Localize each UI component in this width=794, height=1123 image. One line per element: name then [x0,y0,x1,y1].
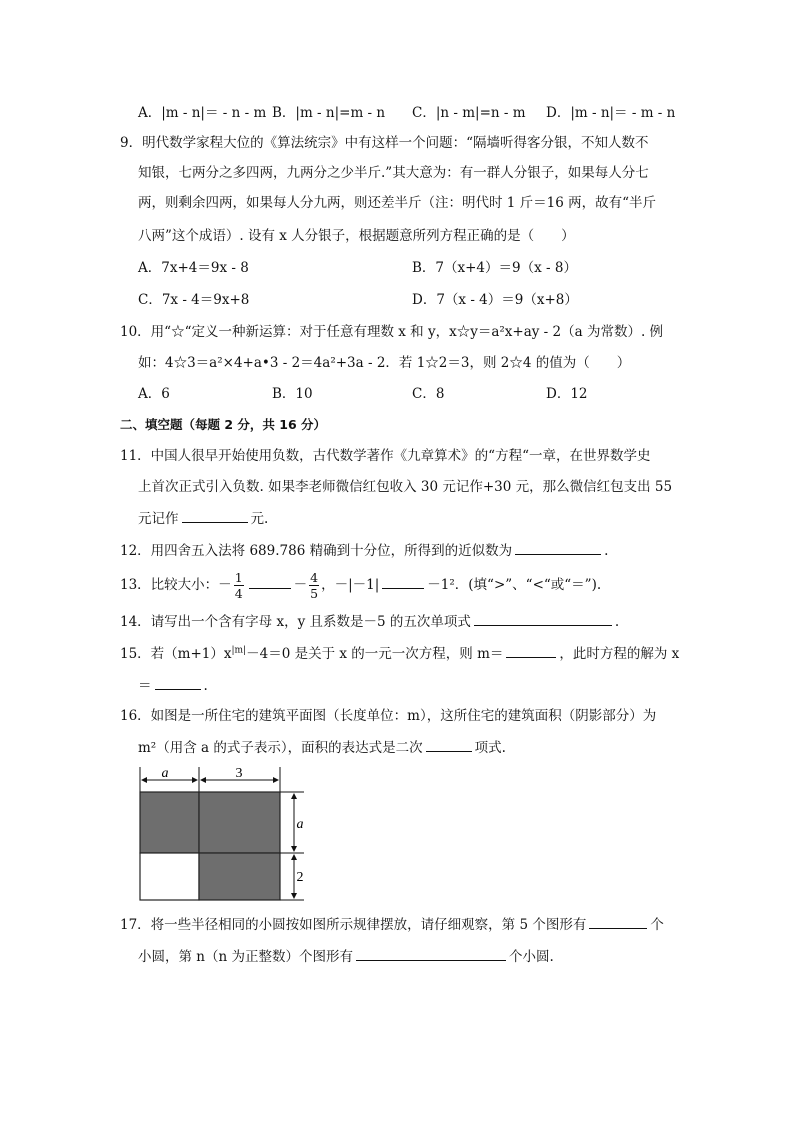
room-bottom-right-shaded [199,853,280,900]
q13-answer-blank-2[interactable] [382,574,424,589]
label-a-top: a [161,766,169,781]
q12-text-end: . [604,543,609,559]
q14-line [120,611,619,632]
q15-line-2 [138,675,208,696]
q13-prefix: 13．比较大小：－ [120,577,232,593]
q15-exponent: |m| [231,645,247,656]
label-a-side: a [296,817,304,832]
q17-text-d: 个小圆. [508,949,554,965]
label-3: 3 [235,766,243,781]
q13-fraction-1-numerator: 1 [234,570,243,585]
q15-text-e: . [203,678,208,694]
q9-option-d: D．7（x - 4）＝9（x+8） [412,292,578,308]
q13-line [120,568,601,602]
q17-answer-blank-2[interactable] [356,946,506,961]
q10-option-d: D．12 [546,386,588,402]
q13-fraction-1-denominator: 4 [234,586,243,601]
q12-text: 12．用四舍五入法将 689.786 精确到十分位，所得到的近似数为 [120,543,513,559]
q8-option-d: D．|m - n|＝ - m - n [546,105,676,121]
q10-line-2: 如：4☆3＝a²×4+a•3 - 2＝4a²+3a - 2．若 1☆2＝3，则 2☆4 的值为（ ） [138,355,631,371]
q8-option-c: C．|n - m|=n - m [412,105,526,121]
q11-line-2: 上首次正式引入负数. 如果李老师微信红包收入 30 元记作+30 元，那么微信红包支出 55 [138,479,673,495]
q17-text-c: 小圆，第 n（n 为正整数）个图形有 [138,949,353,965]
q16-text-a: m²（用含 a 的式子表示），面积的表达式是二次 [138,740,423,756]
q9-line-3: 两，则剩余四两，如果每人分九两，则还差半斤（注：明代时 1 斤＝16 两，故有“半斤 [138,195,657,211]
q15-text-b: －4＝0 是关于 x 的一元一次方程，则 m＝ [246,646,504,662]
q9-line-2: 知银，七两分之多四两，九两分之少半斤.”其大意为：有一群人分银子，如果每人分七 [138,165,649,181]
q9-option-c: C．7x - 4＝9x+8 [138,292,250,308]
q15-line-1 [120,643,679,664]
q16-line-1: 16．如图是一所住宅的建筑平面图（长度单位：m），这所住宅的建筑面积（阴影部分）为 [120,708,657,724]
q13-part-2: ，－|－1| [321,577,380,593]
q13-minus-sign: － [293,577,308,593]
q15-text-c: ，此时方程的解为 x [559,646,680,662]
q15-answer-blank-1[interactable] [506,643,556,658]
q12-line [120,540,608,561]
q17-text-b: 个 [650,917,664,933]
q16-line-2 [138,737,506,758]
q15-answer-blank-2[interactable] [155,675,201,690]
q9-option-a: A．7x+4＝9x - 8 [138,260,249,276]
section-fill-in-title: 二、填空题（每题 2 分，共 16 分） [120,417,327,432]
q11-line-1: 11．中国人很早开始使用负数，古代数学著作《九章算术》的“方程“一章，在世界数学史 [120,448,651,464]
q13-answer-blank-1[interactable] [249,574,291,589]
q11-answer-blank[interactable] [182,508,248,523]
q10-option-c: C．8 [412,386,445,402]
q17-text-a: 17．将一些半径相同的小圆按如图所示规律摆放，请仔细观察，第 5 个图形有 [120,917,587,933]
q15-text-a: 15．若（m+1）x [120,646,232,662]
q9-option-b: B．7（x+4）＝9（x - 8） [412,260,577,276]
q16-text-b: 项式. [474,740,506,756]
q12-answer-blank[interactable] [515,540,601,555]
q9-line-1: 9．明代数学家程大位的《算法统宗》中有这样一个问题：“隔墙听得客分银，不知人数不 [120,135,649,151]
room-bottom-left-blank [140,853,199,900]
q10-line-1: 10．用“☆“定义一种新运算：对于任意有理数 x 和 y，x☆y＝a²x+ay - 2（a 为常数）. 例 [120,324,664,340]
q8-option-b: B．|m - n|=m - n [272,105,386,121]
q10-option-b: B．10 [272,386,313,402]
q13-part-3: －1²．(填“>”、“<“或“＝”). [427,577,602,593]
q16-answer-blank[interactable] [426,737,472,752]
q11-line-3 [138,508,268,529]
q17-line-1 [120,914,664,935]
q14-text-end: . [614,614,620,630]
q13-fraction-2-denominator: 5 [310,586,319,601]
q8-option-a: A．|m - n|＝ - n - m [138,105,267,121]
q15-text-d: ＝ [138,678,152,694]
q13-fraction-2 [309,570,319,601]
q13-fraction-2-numerator: 4 [310,570,319,585]
q17-line-2 [138,946,554,967]
label-2: 2 [296,870,304,885]
q13-fraction-1 [234,570,244,601]
q11-text: 元记作 [138,511,179,527]
q11-text-end: 元. [250,511,269,527]
q14-answer-blank[interactable] [474,611,612,626]
q10-option-a: A．6 [138,386,170,402]
floor-plan-figure [134,762,314,907]
q9-line-4: 八两”这个成语）. 设有 x 人分银子，根据题意所列方程正确的是（ ） [138,228,575,244]
q17-answer-blank-1[interactable] [589,914,647,929]
q14-text: 14．请写出一个含有字母 x，y 且系数是－5 的五次单项式 [120,614,471,630]
room-top-left-shaded [140,792,199,853]
room-top-right-shaded [199,792,280,853]
